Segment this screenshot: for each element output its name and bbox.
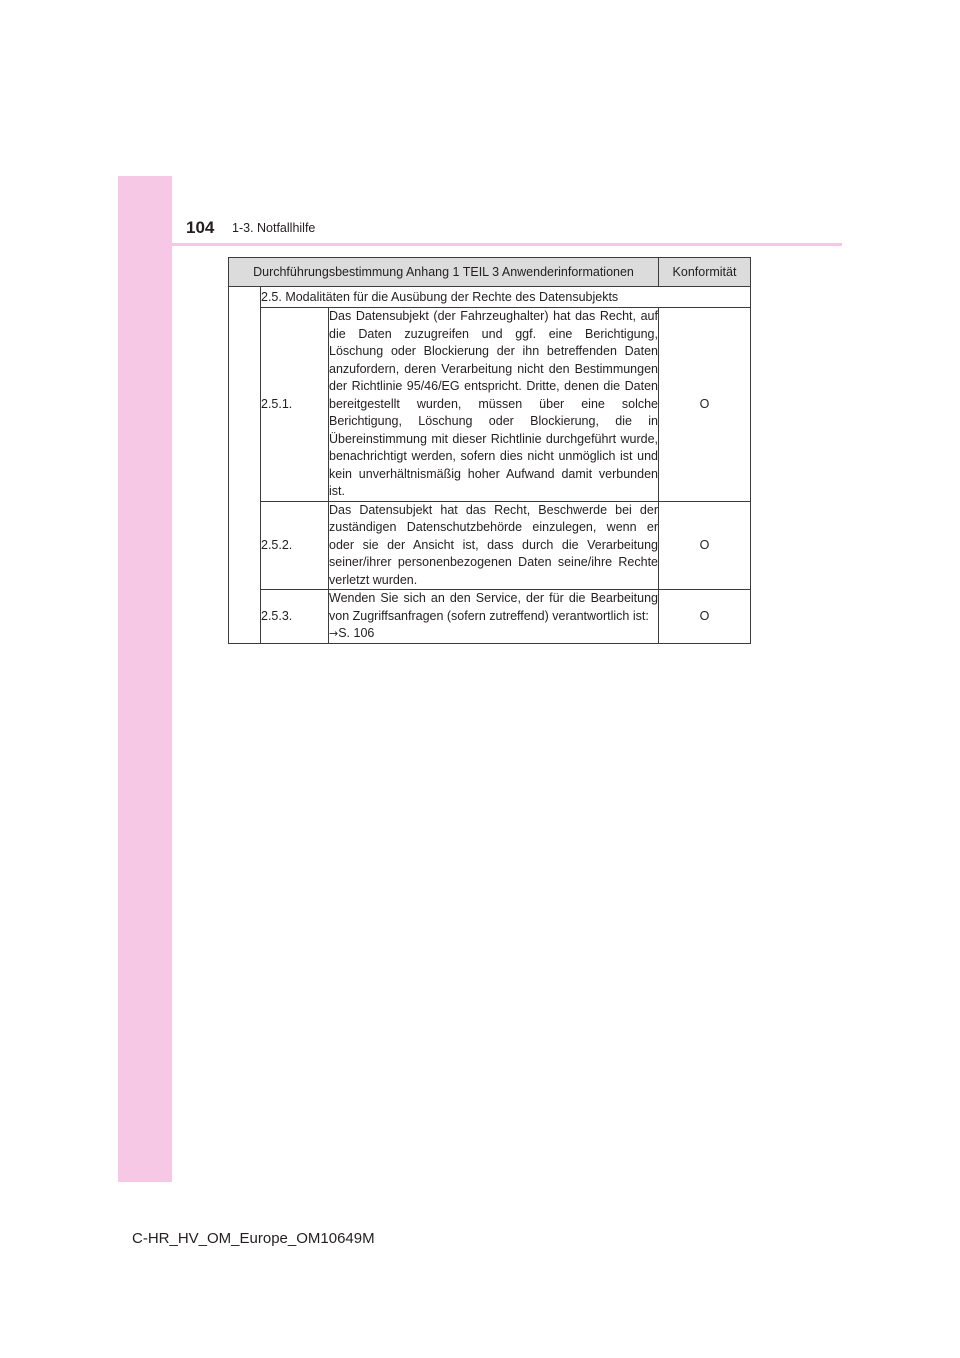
- page-number: 104: [186, 218, 215, 237]
- row-text: Das Datensubjekt hat das Recht, Beschwerde bei der zuständigen Datenschutzbehörde einzulegen, wenn er oder sie der Ansicht ist, dass durch die Verarbeitung seiner/ihrer personenbezogenen Daten seine/ihre Rechte verletzt wurden.: [329, 501, 659, 590]
- row-text: Das Datensubjekt (der Fahrzeughalter) hat das Recht, auf die Daten zuzugreifen und ggf. eine Berichtigung, Löschung oder Blockierung der ihn betreffenden Daten anzufordern, deren Verarbeitung nicht den Bestimmungen der Richtlinie 95/46/EG entspricht. Dritte, denen die Daten bereitgestellt wurden, müssen über eine solche Berichtigung, Löschung oder Blockierung, die in Übereinstimmung mit dieser Richtlinie durchgeführt wurde, benachrichtigt werden, sofern dies nicht unmöglich ist und kein unverhältnismäßig hoher Aufwand damit verbunden ist.: [329, 308, 659, 502]
- row-conformity: O: [659, 501, 751, 590]
- document-code: C-HR_HV_OM_Europe_OM10649M: [132, 1230, 375, 1247]
- row-text: Wenden Sie sich an den Service, der für die Bearbeitung von Zugriffsanfragen (sofern zutreffend) verantwortlich ist:: [329, 591, 658, 623]
- table-header-row: [229, 258, 751, 287]
- group-title: 2.5. Modalitäten für die Ausübung der Rechte des Datensubjekts: [261, 287, 751, 308]
- arrow-right-icon: →: [329, 627, 339, 640]
- provision-header: Durchführungsbestimmung Anhang 1 TEIL 3 Anwenderinformationen: [229, 258, 659, 287]
- side-tab-band: [118, 176, 172, 1182]
- row-conformity: O: [659, 308, 751, 502]
- page-reference-link[interactable]: S. 106: [338, 626, 375, 640]
- header-rule: [118, 243, 842, 246]
- row-number: 2.5.3.: [261, 590, 329, 644]
- row-text-cell: [329, 590, 659, 644]
- table-row: [229, 590, 751, 644]
- conformity-table: [228, 257, 751, 644]
- conformity-header: Konformität: [659, 258, 751, 287]
- row-conformity: O: [659, 590, 751, 644]
- row-number: 2.5.1.: [261, 308, 329, 502]
- section-title: 1-3. Notfallhilfe: [232, 221, 316, 235]
- table-row: [229, 501, 751, 590]
- group-row: [229, 287, 751, 308]
- table-row: [229, 308, 751, 502]
- row-number: 2.5.2.: [261, 501, 329, 590]
- indent-cell: [229, 287, 261, 644]
